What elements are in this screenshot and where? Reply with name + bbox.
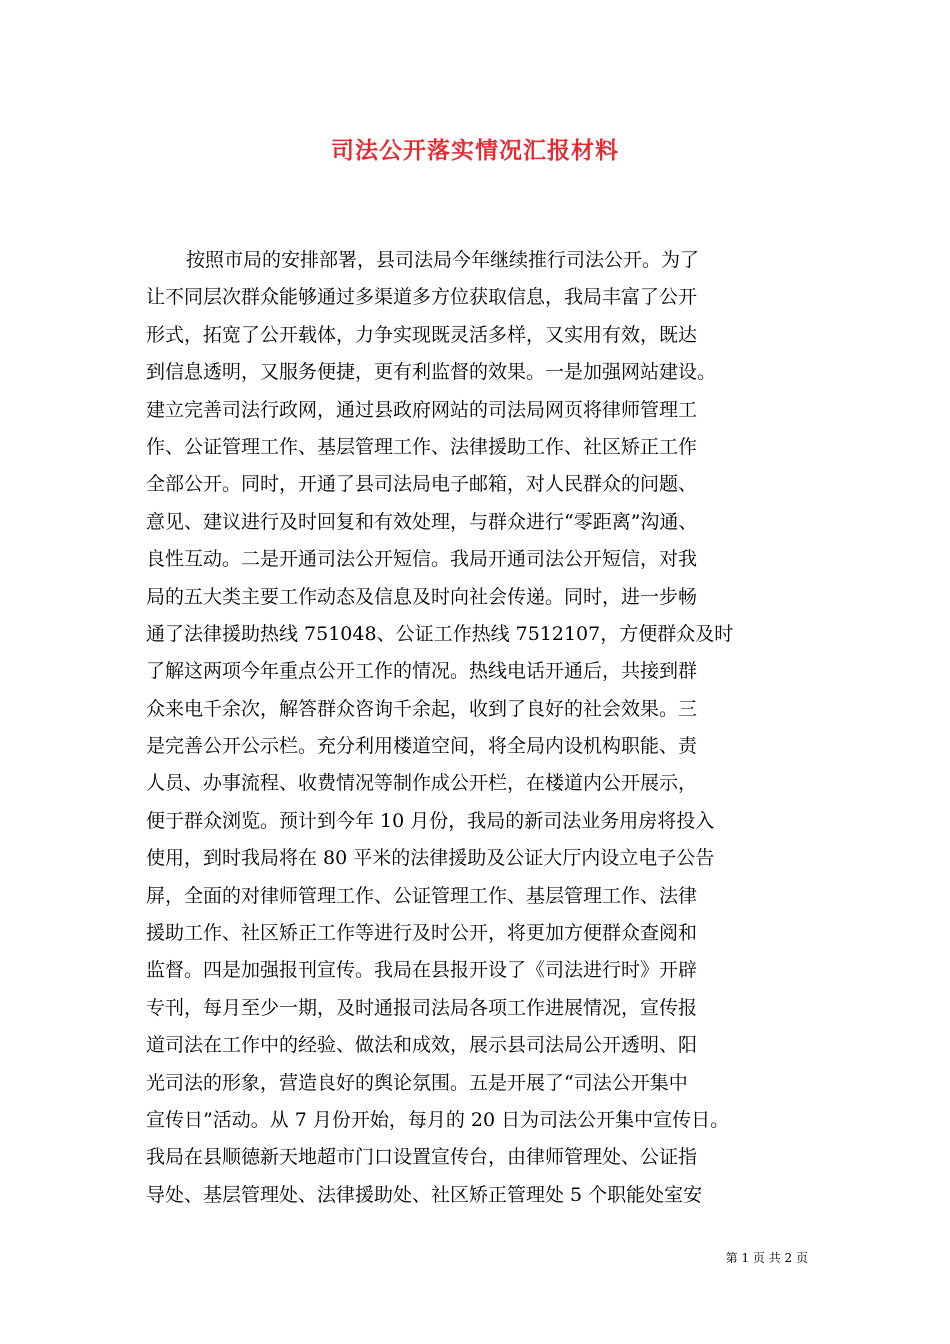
text-line: 全部公开。同时，开通了县司法局电子邮箱，对人民群众的问题、	[146, 473, 698, 496]
text-line: 按照市局的安排部署，县司法局今年继续推行司法公开。为了	[186, 249, 700, 271]
text-line: 让不同层次群众能够通过多渠道多方位获取信息，我局丰富了公开	[146, 286, 698, 309]
text-line: 道司法在工作中的经验、做法和成效，展示县司法局公开透明、阳	[146, 1034, 698, 1057]
text-line: 援助工作、社区矫正工作等进行及时公开，将更加方便群众查阅和	[146, 922, 698, 945]
text-line: 屏，全面的对律师管理工作、公证管理工作、基层管理工作、法律	[146, 884, 698, 907]
text-line: 光司法的形象，营造良好的舆论氛围。五是开展了“司法公开集中	[146, 1071, 688, 1094]
text-line: 我局在县顺德新天地超市门口设置宣传台，由律师管理处、公证指	[146, 1146, 698, 1169]
text-line: 是完善公开公示栏。充分利用楼道空间，将全局内设机构职能、责	[146, 735, 698, 758]
text-line: 人员、办事流程、收费情况等制作成公开栏，在楼道内公开展示，	[146, 772, 698, 795]
text-line: 意见、建议进行及时回复和有效处理，与群众进行“零距离”沟通、	[146, 510, 698, 533]
text-line: 形式，拓宽了公开载体，力争实现既灵活多样，又实用有效，既达	[146, 323, 698, 346]
body-paragraph	[146, 242, 810, 1214]
text-line: 监督。四是加强报刊宣传。我局在县报开设了《司法进行时》开辟	[146, 959, 698, 982]
text-line: 了解这两项今年重点公开工作的情况。热线电话开通后，共接到群	[146, 660, 698, 683]
document-title: 司法公开落实情况汇报材料	[331, 138, 619, 164]
text-line: 建立完善司法行政网，通过县政府网站的司法局网页将律师管理工	[146, 398, 698, 421]
text-line: 便于群众浏览。预计到今年 10 月份，我局的新司法业务用房将投入	[146, 809, 715, 832]
text-line: 通了法律援助热线 751048、公证工作热线 7512107，方便群众及时	[146, 622, 734, 645]
text-line: 到信息透明，又服务便捷，更有利监督的效果。一是加强网站建设。	[146, 361, 717, 384]
text-line: 众来电千余次，解答群众咨询千余起，收到了良好的社会效果。三	[146, 697, 698, 720]
text-line: 导处、基层管理处、法律援助处、社区矫正管理处 5 个职能处室安	[146, 1183, 703, 1206]
text-line: 专刊，每月至少一期，及时通报司法局各项工作进展情况，宣传报	[146, 996, 698, 1019]
text-line: 使用，到时我局将在 80 平米的法律援助及公证大厅内设立电子公告	[146, 847, 715, 870]
text-line: 局的五大类主要工作动态及信息及时向社会传递。同时，进一步畅	[146, 585, 698, 608]
text-line: 宣传日”活动。从 7 月份开始，每月的 20 日为司法公开集中宣传日。	[146, 1108, 730, 1131]
text-line: 作、公证管理工作、基层管理工作、法律援助工作、社区矫正工作	[146, 435, 698, 458]
page-number: 第 1 页 共 2 页	[725, 1251, 808, 1265]
text-line: 良性互动。二是开通司法公开短信。我局开通司法公开短信，对我	[146, 548, 698, 571]
page-footer	[726, 1249, 808, 1266]
